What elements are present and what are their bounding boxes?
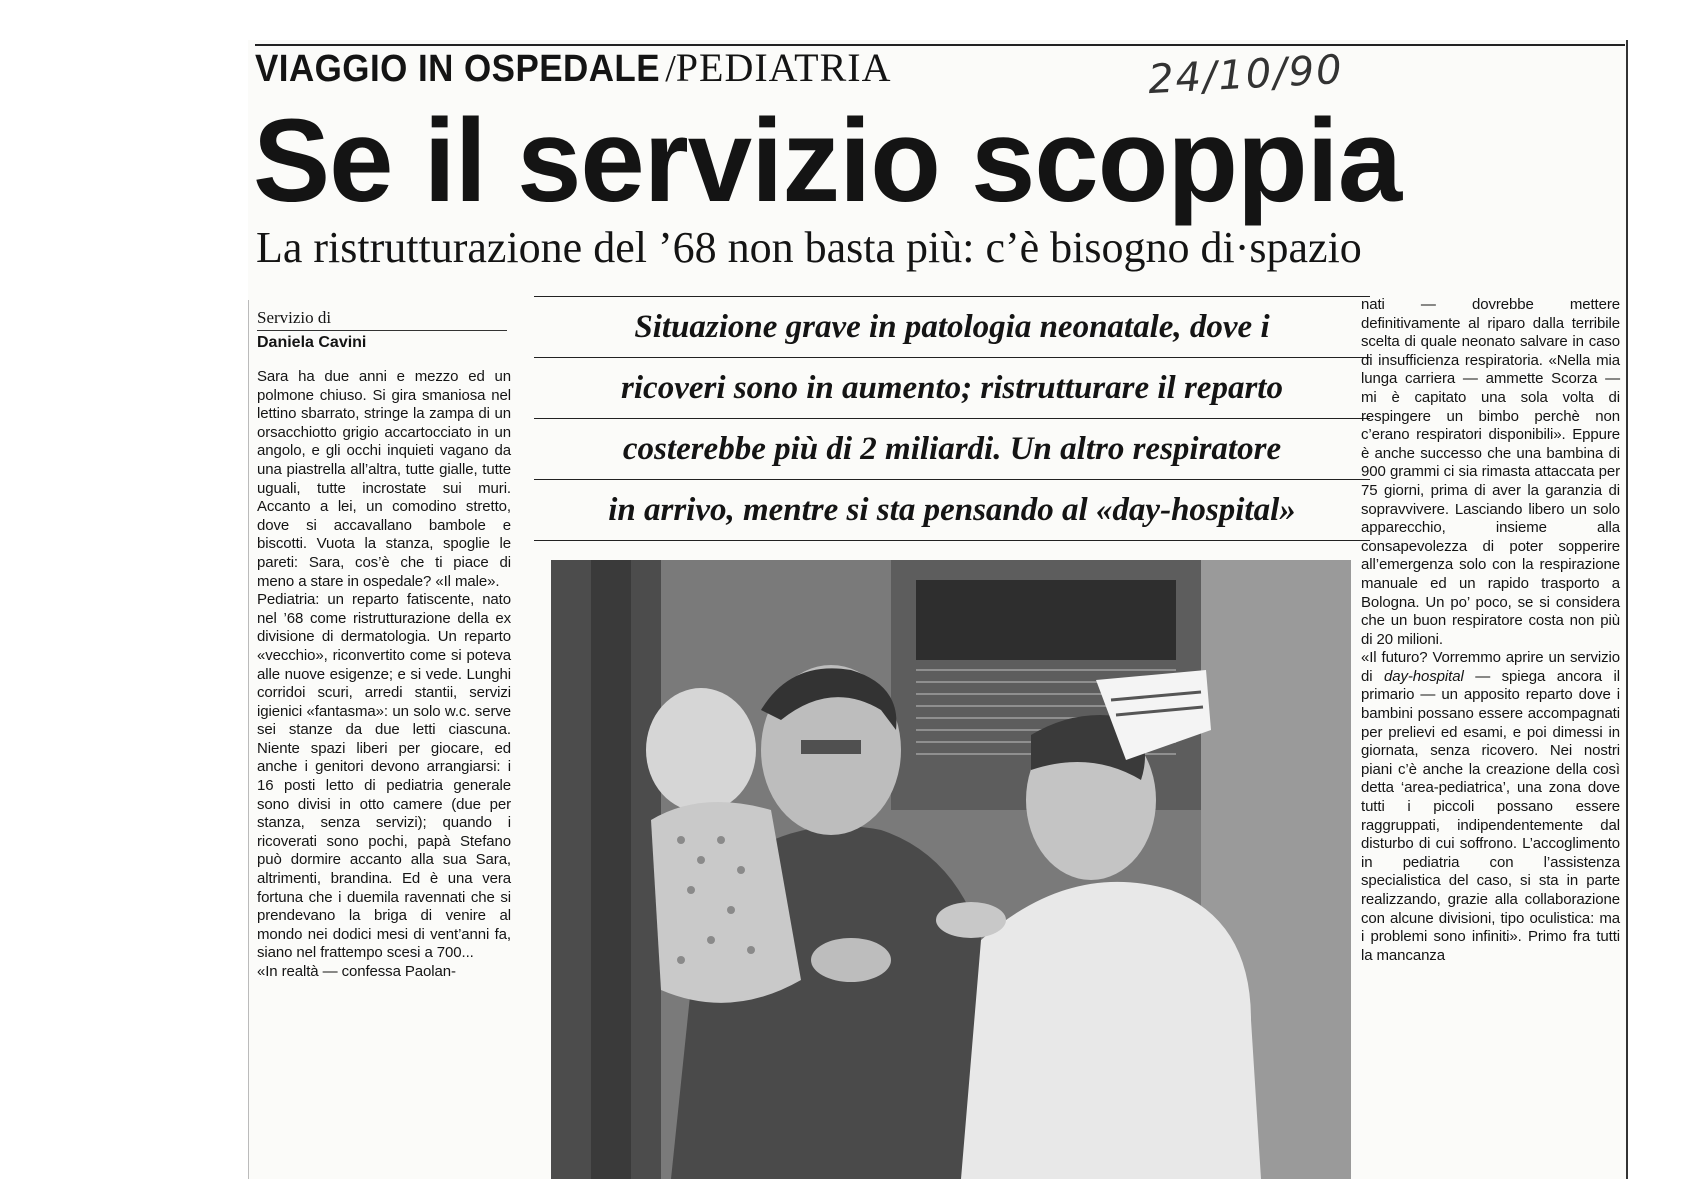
article-column-right xyxy=(1361,296,1620,965)
handwritten-date: 24/10/90 xyxy=(1146,46,1345,104)
subheadline: La ristrutturazione del ’68 non basta più: c’è bisogno di·spazio xyxy=(256,223,1362,272)
kicker-topic: PEDIATRIA xyxy=(675,45,892,90)
kicker-section: VIAGGIO IN OSPEDALE xyxy=(255,48,661,90)
paragraph: «In realtà — confessa Paolan- xyxy=(257,963,456,980)
text-run: «Il futuro? Vorremmo aprire un servizio di xyxy=(1361,649,1620,685)
text-run: — spiega ancora il primario — un apposito reparto dove i bambini possano essere accompagnati per prelievi ed esami, e poi dimessi in giornata, senza ricovero. Nei nostri piani c’è anche la creazione della così detta ‘area-pediatrica’, una zona dove tutti i piccoli possano essere raggruppati, indipendentemente dal disturbo di cui soffrono. L’accoglimento in pediatria con l’assistenza specialistica del caso, si sta in parte realizzando, grazie alla collaborazione con alcune divisioni, tipo oculistica: ma i problemi sono infiniti». Primo fra tutti la mancanza xyxy=(1361,667,1620,964)
deck-line: ricoveri sono in aumento; ristrutturare il reparto xyxy=(621,370,1283,406)
byline-rule xyxy=(257,330,507,331)
paragraph: Pediatria: un reparto fatiscente, nato nel ’68 come ristrutturazione della ex divisione di dermatologia. Un reparto «vecchio», riconvertito come si poteva alle nuove esigenze; e si vede. Lunghi corridoi scuri, arredi stantii, servizi igienici «fantasma»: un solo w.c. serve sei stanze da due letti ciascuna. Niente spazi liberi per giocare, ed anche i genitori devono arrangiarsi: i 16 posti letto di pediatria generale sono divisi in otto camere (due per stanza, senza servizi); quando i ricoverati sono pochi, papà Stefano può dormire accanto alla sua Sara, altrimenti, brandina. Ed è una vera fortuna che i duemila ravennati che si prendevano la briga di venire al mondo nei dodici mesi di vent’anni fa, siano nel frattempo scesi a 700... xyxy=(257,591,511,962)
article-column-left xyxy=(257,368,511,982)
deck-line: costerebbe più di 2 miliardi. Un altro respiratore xyxy=(622,431,1282,467)
byline-author: Daniela Cavini xyxy=(257,334,367,351)
text-emphasis: day-hospital xyxy=(1384,667,1464,685)
headline: Se il servizio scoppia xyxy=(253,95,1402,227)
kicker-separator: / xyxy=(665,48,676,90)
clipping-left-edge xyxy=(248,300,249,1179)
byline-label: Servizio di xyxy=(257,308,332,327)
article-photo xyxy=(551,560,1351,1179)
photo-illustration xyxy=(551,560,1351,1179)
deck-summary xyxy=(534,297,1370,541)
deck-line: in arrivo, mentre si sta pensando al «day-hospital» xyxy=(608,492,1296,528)
paragraph: Sara ha due anni e mezzo ed un polmone chiuso. Si gira smaniosa nel lettino sbarrato, stringe la zampa di un orsacchiotto grigio accartocciato in un angolo, e gli occhi inquieti vagano da una piastrella all’altra, tutte gialle, tutte uguali, tutte incrostate sui muri. Accanto a lei, un comodino stretto, dove si accavallano bambole e biscotti. Vuota la stanza, spoglie le pareti: Sara, cos’è che ti piace di meno a stare in ospedale? «Il male». xyxy=(257,368,511,590)
deck-line: Situazione grave in patologia neonatale, dove i xyxy=(634,309,1270,345)
clipping-right-edge xyxy=(1626,40,1628,1179)
paragraph: nati — dovrebbe mettere definitivamente al riparo dalla terribile scelta di quale neonato salvare in caso di insufficienza respiratoria. «Nella mia lunga carriera — ammette Scorza — mi è capitato una sola volta di respingere un bimbo perchè non c’erano respiratori disponibili». Eppure è anche successo che una bambina di 900 grammi ci sia rimasta attaccata per 75 giorni, prima di aver la garanzia di sopravvivere. Lasciando libero un solo apparecchio, insieme alla consapevolezza di poter sopperire all’emergenza solo con la respirazione manuale ed un rapido trasporto a Bologna. Un po’ poco, se si considera che un buon respiratore costa non più di 20 milioni. xyxy=(1361,296,1620,648)
section-kicker xyxy=(255,44,891,91)
paragraph xyxy=(1361,649,1620,965)
